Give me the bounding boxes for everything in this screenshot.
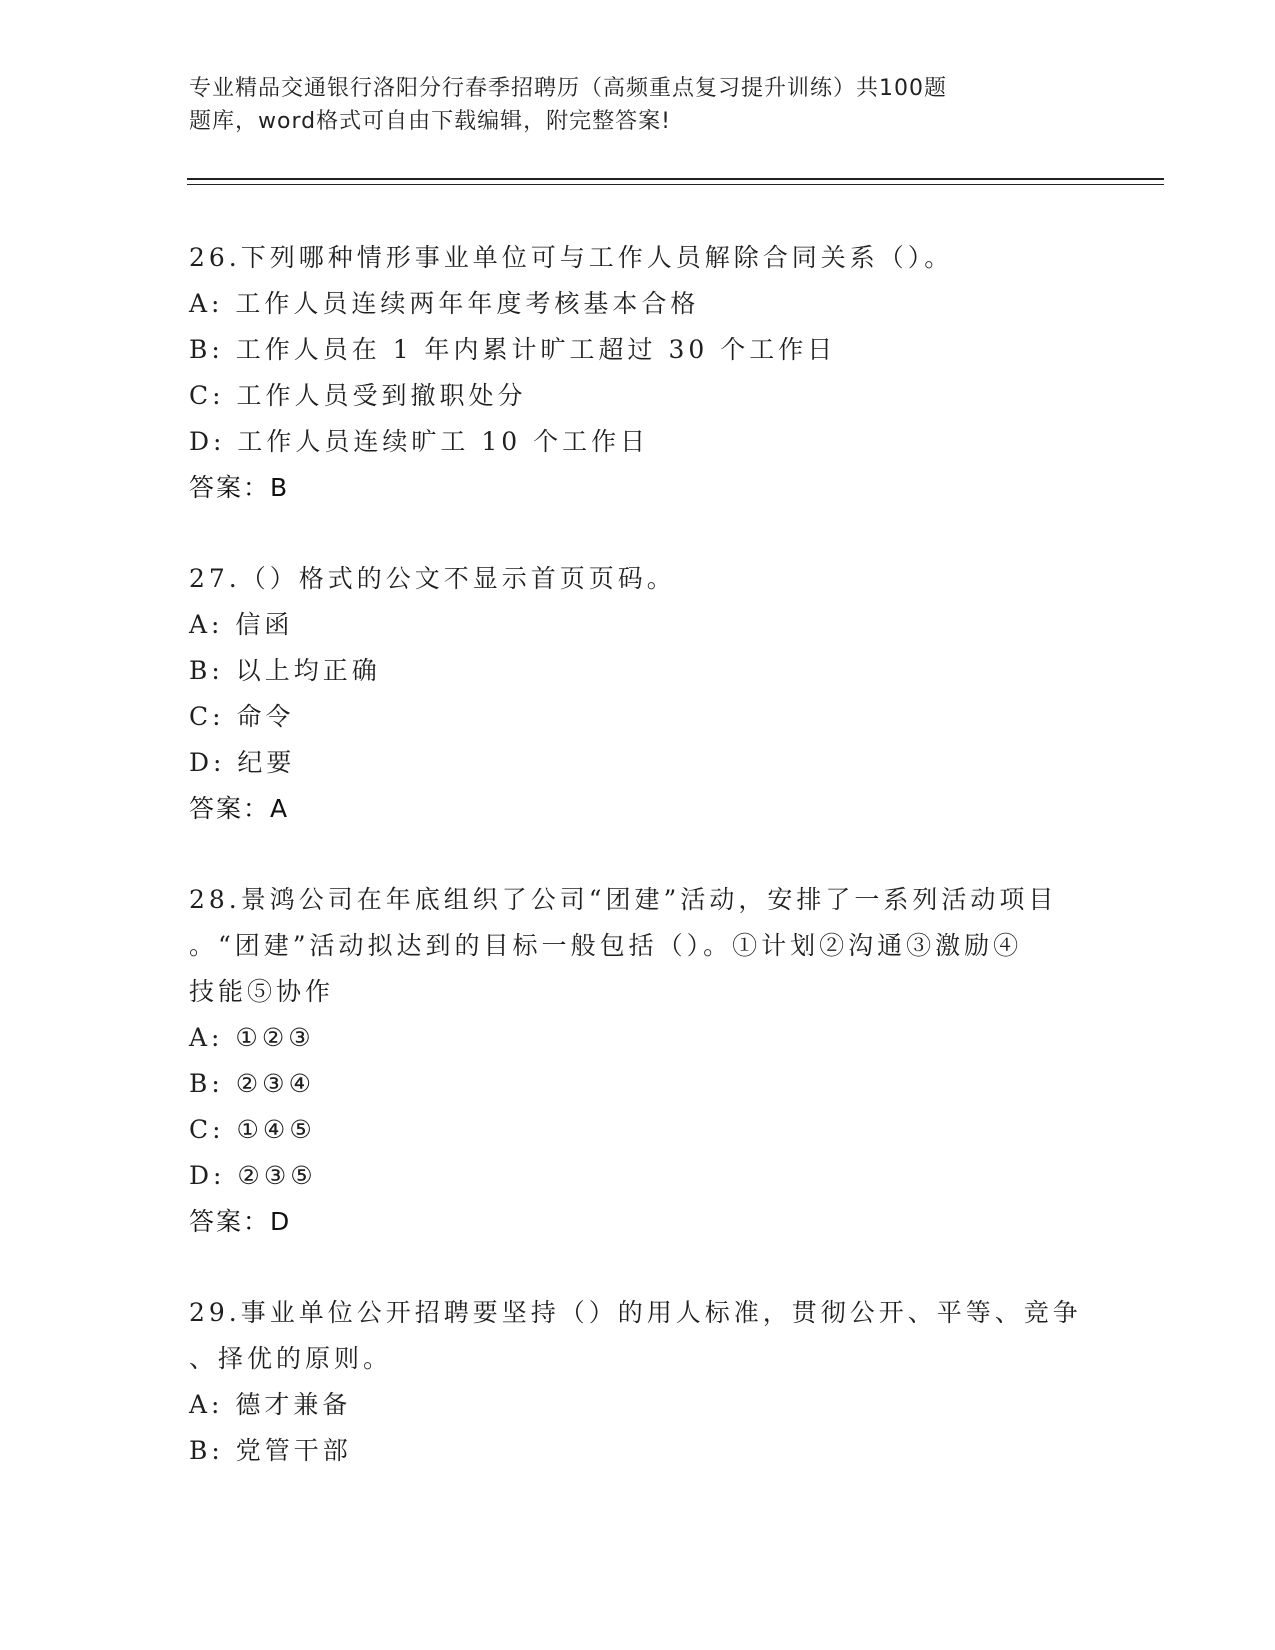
header-line-2: 题库，word格式可自由下载编辑，附完整答案!	[189, 109, 671, 134]
answer: 答案：B	[189, 473, 290, 502]
option-b: B: 党管干部	[189, 1436, 352, 1465]
option-d: D: 纪要	[189, 748, 296, 777]
option-d: D: 工作人员连续旷工 10 个工作日	[189, 427, 650, 456]
option-d: D: ②③⑤	[189, 1161, 317, 1190]
header-divider-thin	[187, 184, 1164, 185]
document-header	[189, 72, 1039, 138]
question-stem-line: 29.事业单位公开招聘要坚持（）的用人标准，贯彻公开、平等、竞争	[189, 1298, 1082, 1327]
question-28	[189, 877, 1089, 1245]
option-b: B: ②③④	[189, 1069, 315, 1098]
question-stem: 26.下列哪种情形事业单位可与工作人员解除合同关系（）。	[189, 243, 954, 272]
header-line-1: 专业精品交通银行洛阳分行春季招聘历（高频重点复习提升训练）共100题	[189, 76, 947, 101]
question-stem-line: 技能⑤协作	[189, 977, 335, 1006]
option-a: A: 信函	[189, 610, 294, 639]
option-c: C: 命令	[189, 702, 295, 731]
option-c: C: 工作人员受到撤职处分	[189, 381, 527, 410]
header-divider-thick	[187, 178, 1164, 180]
option-a: A: 德才兼备	[189, 1390, 352, 1419]
question-29	[189, 1290, 1089, 1474]
question-stem-line: 28.景鸿公司在年底组织了公司“团建”活动，安排了一系列活动项目	[189, 885, 1058, 914]
option-b: B: 工作人员在 1 年内累计旷工超过 30 个工作日	[189, 335, 837, 364]
question-26	[189, 235, 1089, 511]
option-a: A: ①②③	[189, 1023, 315, 1052]
option-c: C: ①④⑤	[189, 1115, 316, 1144]
option-a: A: 工作人员连续两年年度考核基本合格	[189, 289, 700, 318]
question-27	[189, 556, 1089, 832]
question-stem-line: 。“团建”活动拟达到的目标一般包括（）。①计划②沟通③激励④	[189, 931, 1023, 960]
answer: 答案：D	[189, 1207, 292, 1236]
question-stem: 27.（）格式的公文不显示首页页码。	[189, 564, 676, 593]
option-b: B: 以上均正确	[189, 656, 381, 685]
question-stem-line: 、择优的原则。	[189, 1344, 393, 1373]
answer: 答案：A	[189, 794, 290, 823]
